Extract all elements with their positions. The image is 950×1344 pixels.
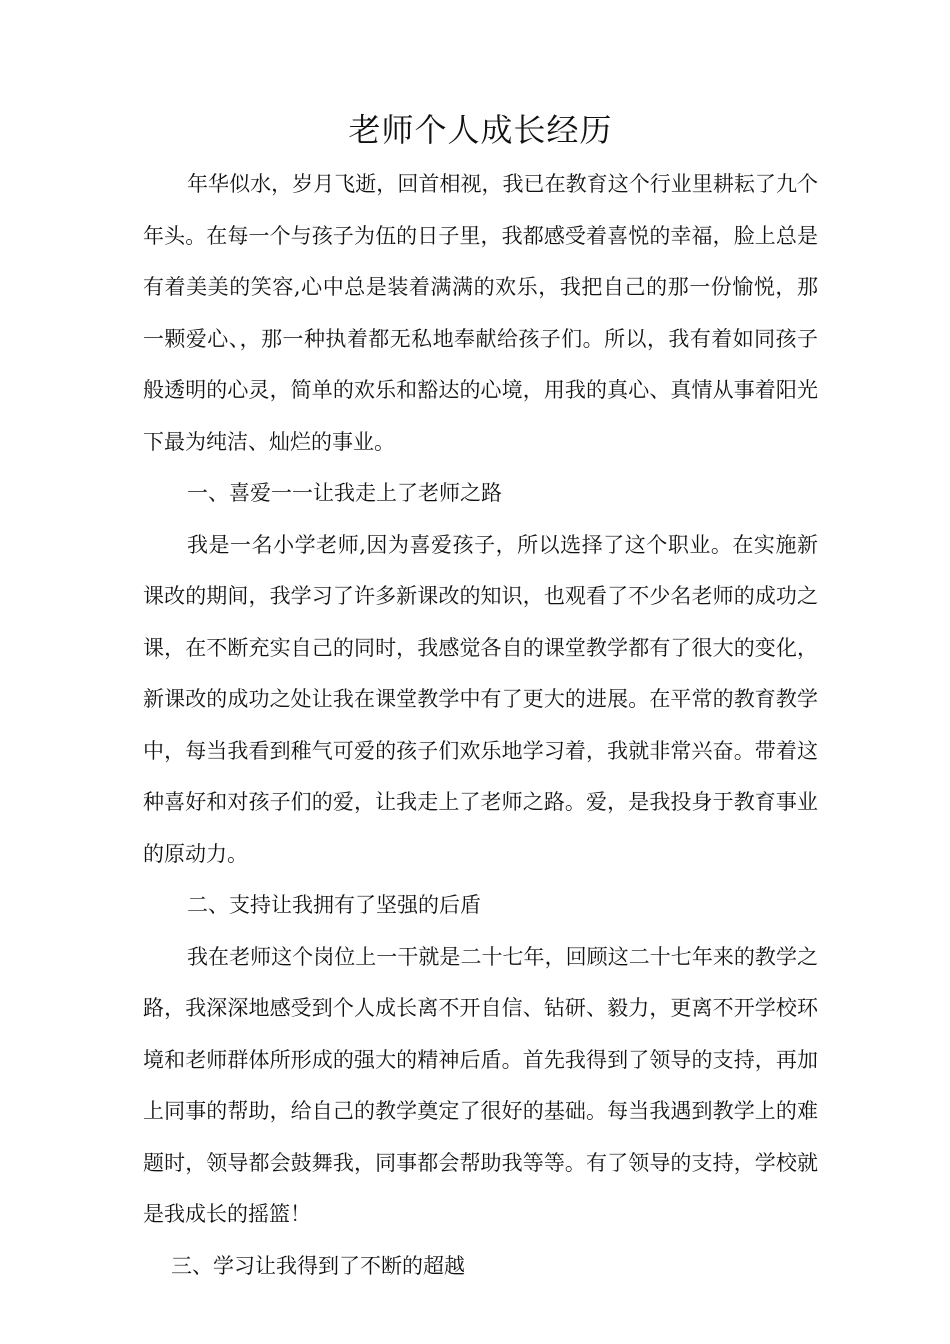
document-title: 老师个人成长经历: [348, 111, 613, 149]
section-heading-2: 二、支持让我拥有了坚强的后盾: [187, 893, 481, 917]
paragraph-section-1: 我是一名小学老师,因为喜爱孩子，所以选择了这个职业。在实施新课改的期间，我学习了许多新课改的知识，也观看了不少名老师的成功之课，在不断充实自己的同时，我感觉各自的课堂教学都有了很大的变化，新课改的成功之处让我在课堂教学中有了更大的进展。在平常的教育教学中，每当我看到稚气可爱的孩子们欢乐地学习着，我就非常兴奋。带着这种喜好和对孩子们的爱，让我走上了老师之路。爱，是我投身于教育事业的原动力。: [143, 532, 818, 866]
paragraph-section-2: 我在老师这个岗位上一干就是二十七年，回顾这二十七年来的教学之路，我深深地感受到个人成长离不开自信、钻研、毅力，更离不开学校环境和老师群体所形成的强大的精神后盾。首先我得到了领导的支持，再加上同事的帮助，给自己的教学奠定了很好的基础。每当我遇到教学上的难题时，领导都会鼓舞我，同事都会帮助我等等。有了领导的支持，学校就是我成长的摇篮！: [143, 944, 818, 1226]
section-heading-3: 三、学习让我得到了不断的超越: [171, 1253, 465, 1278]
section-heading-1: 一、喜爱一一让我走上了老师之路: [187, 481, 502, 505]
paragraph-intro: 年华似水，岁月飞逝，回首相视，我已在教育这个行业里耕耘了九个年头。在每一个与孩子为伍的日子里，我都感受着喜悦的幸福，脸上总是有着美美的笑容,心中总是装着满满的欢乐，我把自己的那一份愉悦，那一颗爱心、，那一种执着都无私地奉献给孩子们。所以，我有着如同孩子般透明的心灵，简单的欢乐和豁达的心境，用我的真心、真情从事着阳光下最为纯洁、灿烂的事业。: [143, 172, 818, 454]
